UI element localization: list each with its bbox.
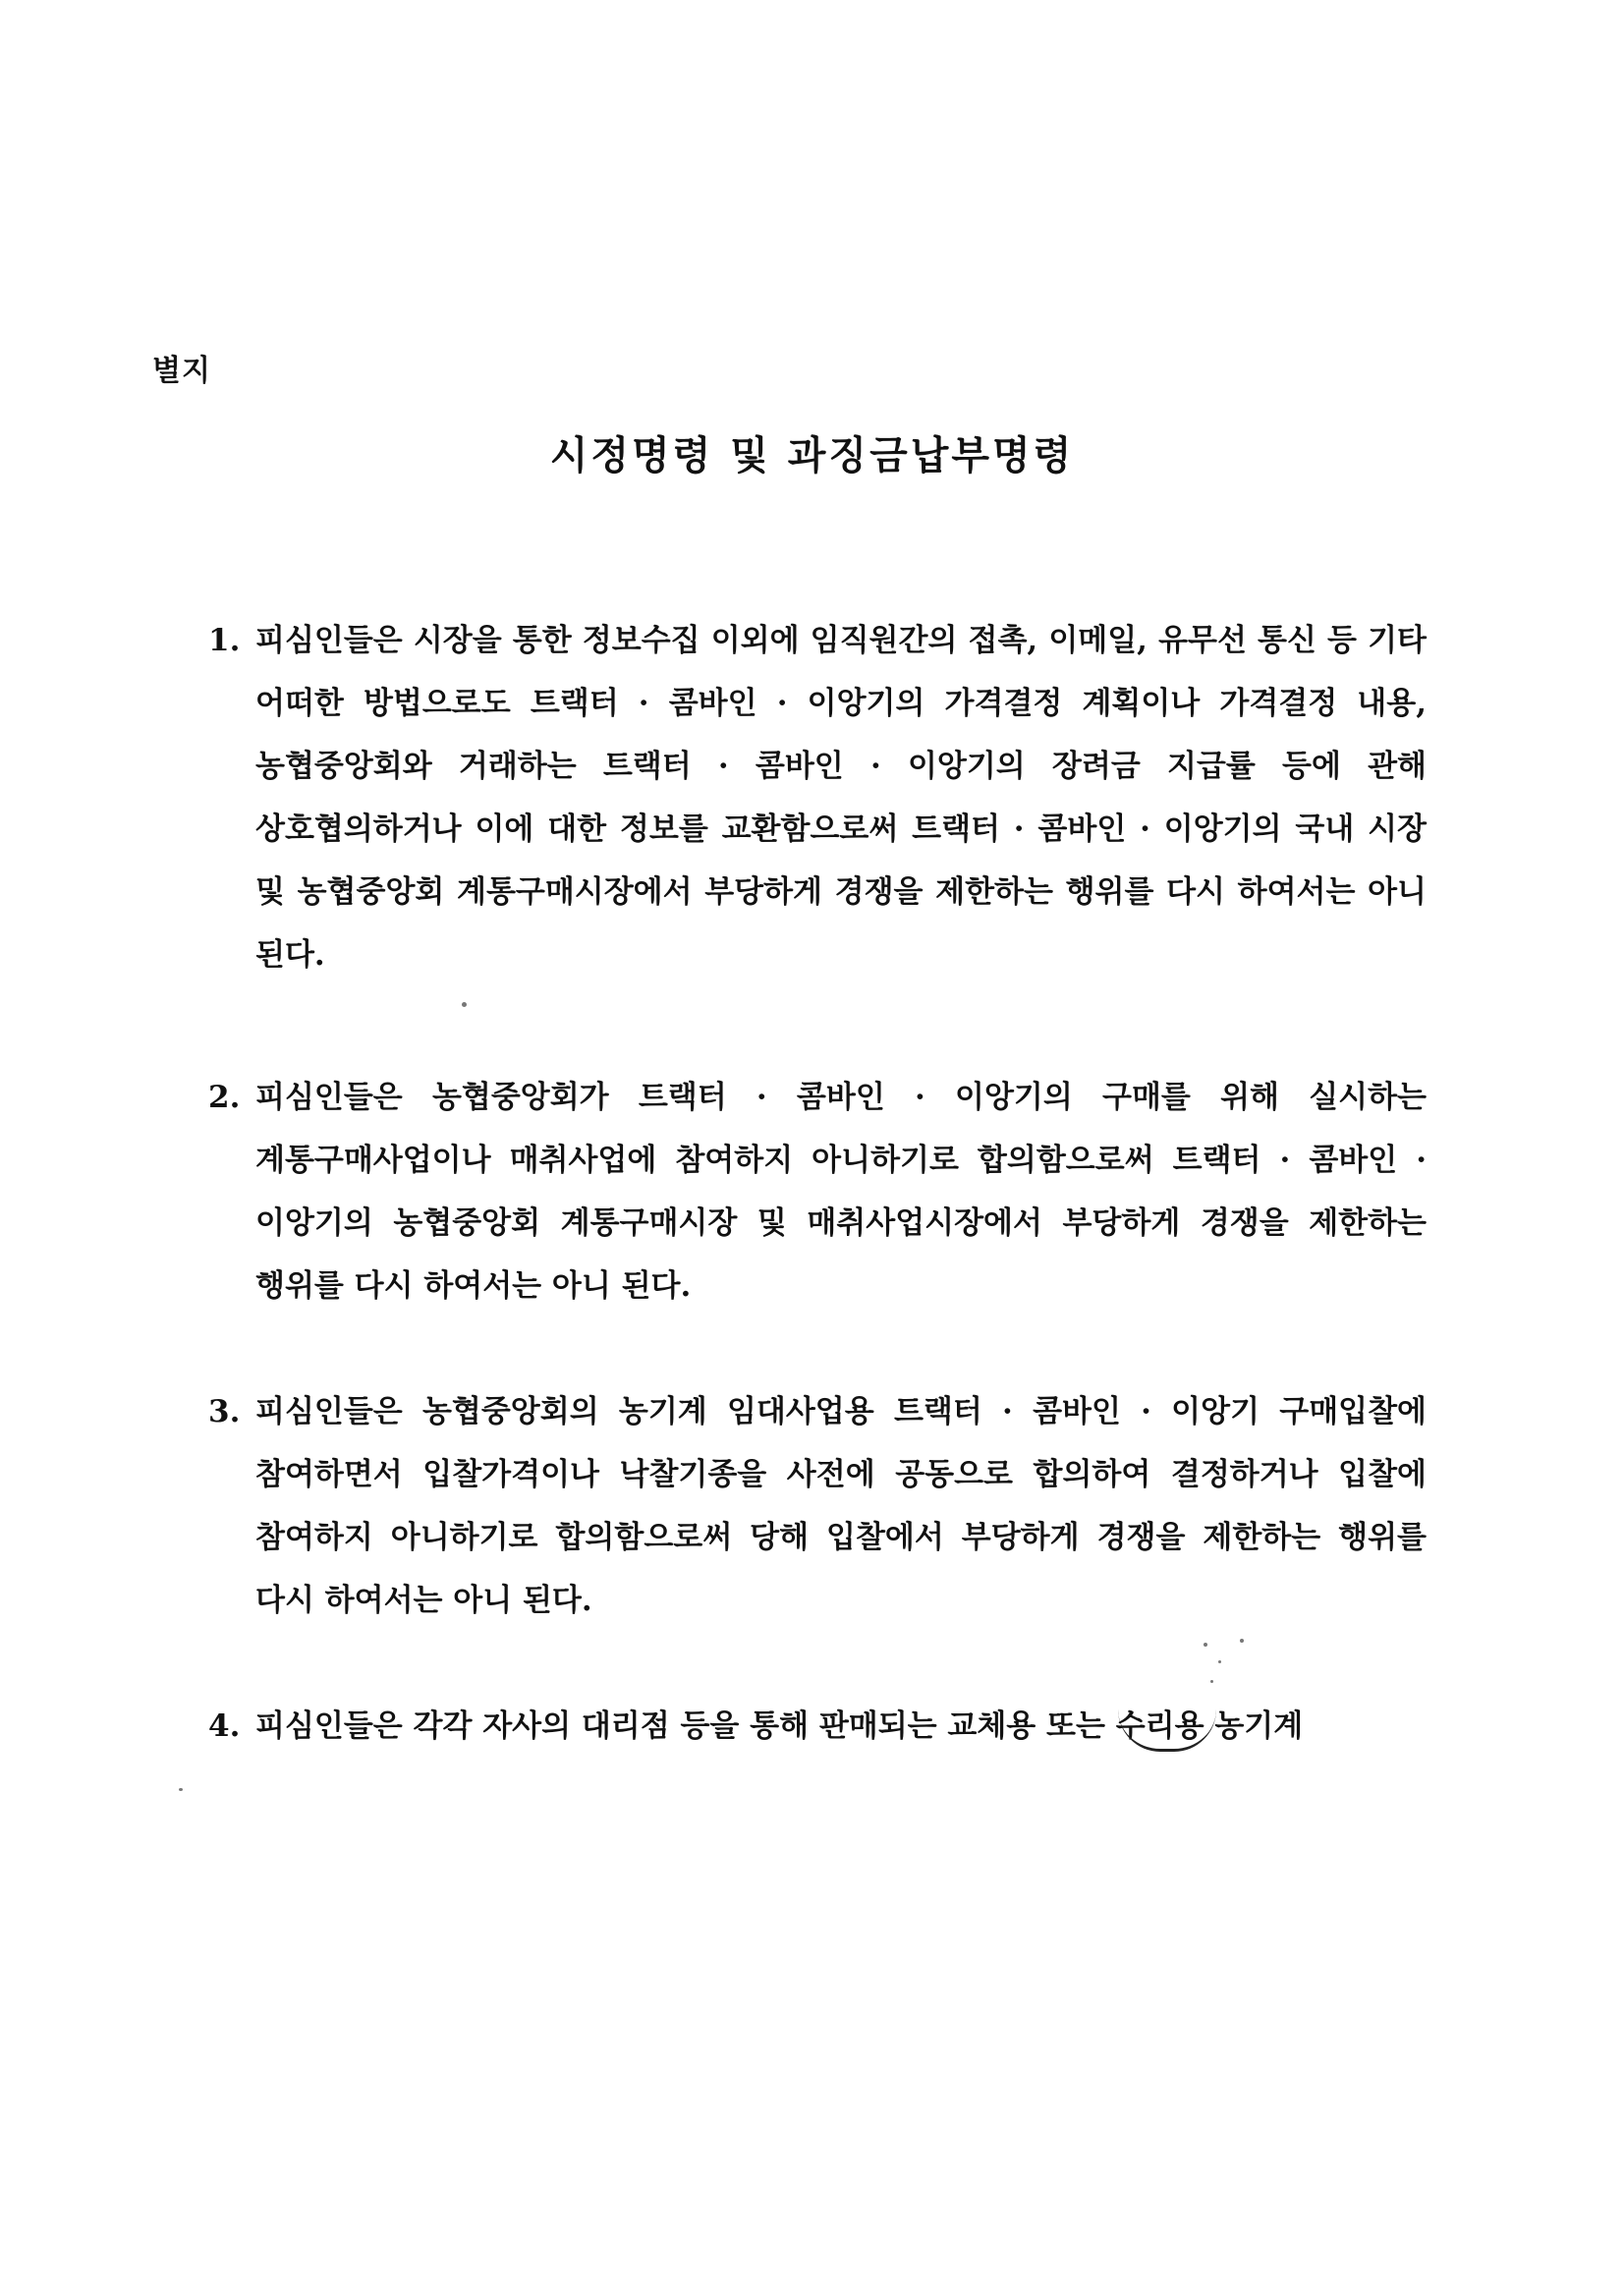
item-number: 3. <box>208 1394 241 1429</box>
item-number: 1. <box>208 623 241 658</box>
scan-speck <box>1210 1680 1213 1683</box>
attachment-label: 별지 <box>152 354 211 388</box>
item-text: 피심인들은 농협중앙회가 트랙터 · 콤바인 · 이앙기의 구매를 위해 실시하는 계통구매사업이나 매취사업에 참여하지 아니하기로 합의함으로써 트랙터 · 콤바인 · 이앙기의 농협중앙회 계통구매시장 및 매취사업시장에서 부당하게 경쟁을 제한하는 행위를 다시 하여서는 아니 된다. <box>255 1080 1427 1304</box>
order-item-4 <box>208 1695 1427 1758</box>
scan-speck <box>1218 1660 1221 1663</box>
order-item-3 <box>208 1380 1427 1632</box>
item-number: 4. <box>208 1708 241 1744</box>
scan-speck <box>1240 1639 1244 1643</box>
item-text: 피심인들은 각각 자사의 대리점 등을 통해 판매되는 교체용 또는 수리용 농기계 <box>255 1708 1304 1744</box>
scan-speck <box>462 1002 467 1007</box>
item-number: 2. <box>208 1080 241 1115</box>
item-text: 피심인들은 농협중앙회의 농기계 임대사업용 트랙터 · 콤바인 · 이앙기 구매입찰에 참여하면서 입찰가격이나 낙찰기종을 사전에 공동으로 합의하여 결정하거나 입찰에 참여하지 아니하기로 합의함으로써 당해 입찰에서 부당하게 경쟁을 제한하는 행위를 다시 하여서는 아니 된다. <box>255 1394 1427 1618</box>
order-item-2 <box>208 1066 1427 1317</box>
document-title: 시정명령 및 과징금납부명령 <box>549 433 1075 478</box>
scan-speck <box>179 1788 183 1791</box>
item-text: 피심인들은 시장을 통한 정보수집 이외에 임직원간의 접촉, 이메일, 유무선 통신 등 기타 어떠한 방법으로도 트랙터 · 콤바인 · 이앙기의 가격결정 계획이나 가격결정 내용, 농협중앙회와 거래하는 트랙터 · 콤바인 · 이앙기의 장려금 지급률 등에 관해 상호협의하거나 이에 대한 정보를 교환함으로써 트랙터 · 콤바인 · 이앙기의 국내 시장 및 농협중앙회 계통구매시장에서 부당하게 경쟁을 제한하는 행위를 다시 하여서는 아니 된다. <box>255 623 1427 973</box>
order-item-1 <box>208 609 1427 986</box>
scan-speck <box>1204 1643 1207 1647</box>
